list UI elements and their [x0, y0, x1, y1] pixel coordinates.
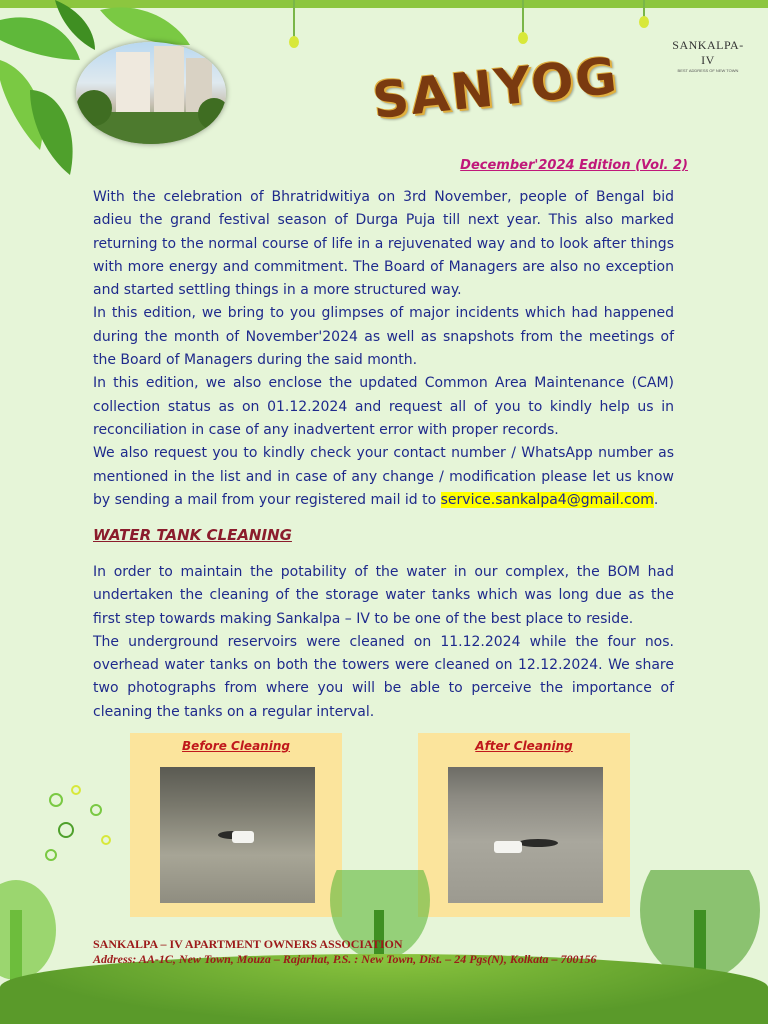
- logo-name: SANKALPA-IV: [672, 38, 744, 67]
- circles-decoration: [36, 780, 136, 870]
- water-tank-section: [93, 561, 674, 724]
- water-tank-paragraph: In order to maintain the potability of the water in our complex, the BOM had undertaken the cleaning of the storage water tanks which was long due as the first step towards making Sankalpa – IV to be one of the best place to reside.: [93, 564, 674, 627]
- email-link[interactable]: service.sankalpa4@gmail.com: [440, 491, 654, 508]
- sankalpa-logo: [668, 38, 748, 73]
- newsletter-title: SANYOG: [369, 46, 622, 130]
- water-tank-paragraph: The underground reservoirs were cleaned on 11.12.2024 while the four nos. overhead water tanks on both the towers were cleaned on 12.12.2024. We share two photographs from where you will be able to perceive the importance of cleaning the tanks on a regular interval.: [93, 633, 674, 720]
- before-cleaning-label: Before Cleaning: [182, 739, 290, 753]
- intro-section: [93, 186, 674, 512]
- intro-paragraph: [93, 442, 674, 512]
- association-address: Address: AA-1C, New Town, Mouza – Rajarhat, P.S. : New Town, Dist. – 24 Pgs(N), Kolkata – 700156: [93, 952, 597, 966]
- intro-paragraph: In this edition, we also enclose the updated Common Area Maintenance (CAM) collection status as on 01.12.2024 and request all of you to kindly help us in reconciliation in case of any inadvertent error with proper records.: [93, 375, 674, 438]
- period: .: [653, 491, 659, 508]
- contact-request-text: We also request you to kindly check your contact number / WhatsApp number as mentioned in the list and in case of any change / modification please let us know by sending a mail from your registered mail id to: [93, 445, 674, 508]
- logo-tagline: BEST ADDRESS OF NEW TOWN: [677, 68, 739, 73]
- water-tank-heading: WATER TANK CLEANING: [93, 526, 292, 544]
- hanging-ornament: [293, 0, 295, 40]
- hanging-ornament: [643, 0, 645, 20]
- edition-label: December'2024 Edition (Vol. 2): [460, 158, 688, 173]
- tank-lid: [232, 831, 254, 843]
- tank-lid: [494, 841, 522, 853]
- footer: [93, 937, 653, 966]
- intro-paragraph: In this edition, we bring to you glimpses of major incidents which had happened during the month of November'2024 as well as snapshots from the meetings of the Board of Managers during the said month.: [93, 305, 674, 369]
- lid-shadow: [518, 839, 558, 847]
- hanging-ornament: [522, 0, 524, 36]
- intro-paragraph: With the celebration of Bhratridwitiya on 3rd November, people of Bengal bid adieu the grand festival season of Durga Puja till next year. This also marked returning to the normal course of life in a rejuvenated way and to look after things with more energy and commitment. The Board of Managers are also no exception and started settling things in a more structured way.: [93, 189, 674, 299]
- association-name: SANKALPA – IV APARTMENT OWNERS ASSOCIATION: [93, 937, 403, 951]
- after-cleaning-label: After Cleaning: [475, 739, 573, 753]
- apartment-photo: [76, 42, 226, 144]
